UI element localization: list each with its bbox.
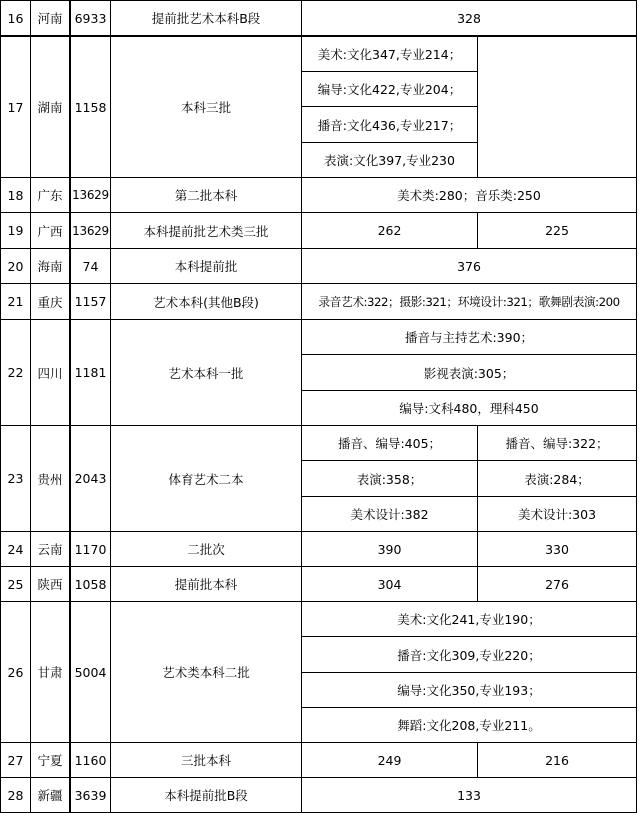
row-number: 17 (0, 36, 31, 178)
batch-cell: 本科提前批B段 (110, 777, 302, 813)
score-cell: 328 (301, 0, 637, 36)
count-cell: 6933 (70, 0, 111, 36)
batch-cell: 本科三批 (110, 36, 302, 178)
province-cell: 广东 (30, 177, 70, 213)
batch-cell: 三批本科 (110, 742, 302, 778)
score-b-cell: 276 (477, 566, 637, 602)
score-sub-cell: 编导:文化350,专业193； (301, 672, 637, 708)
province-cell: 云南 (30, 531, 70, 567)
score-sub-cell: 美术:文化347,专业214； (301, 36, 478, 72)
count-cell: 5004 (70, 601, 111, 743)
batch-cell: 艺术本科一批 (110, 319, 302, 426)
score-sub-cell: 编导:文科480，理科450 (301, 390, 637, 426)
score-sub-cell: 舞蹈:文化208,专业211。 (301, 707, 637, 743)
score-b-cell: 225 (477, 212, 637, 249)
batch-cell: 艺术本科(其他B段) (110, 283, 302, 320)
count-cell: 1181 (70, 319, 111, 426)
score-cell: 376 (301, 248, 637, 284)
province-cell: 河南 (30, 0, 70, 36)
score-b-cell: 330 (477, 531, 637, 567)
score-cell: 美术类:280；音乐类:250 (301, 177, 637, 213)
batch-cell: 本科提前批艺术类三批 (110, 212, 302, 249)
score-sub-cell: 播音:文化436,专业217； (301, 106, 478, 143)
province-cell: 重庆 (30, 283, 70, 320)
row-number: 18 (0, 177, 31, 213)
province-cell: 贵州 (30, 425, 70, 532)
count-cell: 1058 (70, 566, 111, 602)
count-cell: 13629 (70, 177, 111, 213)
score-a-cell: 390 (301, 531, 478, 567)
count-cell: 2043 (70, 425, 111, 532)
count-cell: 1170 (70, 531, 111, 567)
row-number: 24 (0, 531, 31, 567)
province-cell: 海南 (30, 248, 70, 284)
score-b-sub-cell: 美术设计:303 (477, 496, 637, 532)
batch-cell: 本科提前批 (110, 248, 302, 284)
row-number: 22 (0, 319, 31, 426)
score-a-sub-cell: 播音、编导:405； (301, 425, 478, 461)
score-cell: 133 (301, 777, 637, 813)
count-cell: 74 (70, 248, 111, 284)
row-number: 25 (0, 566, 31, 602)
province-cell: 甘肃 (30, 601, 70, 743)
score-sub-cell: 编导:文化422,专业204； (301, 71, 478, 107)
score-b-cell: 216 (477, 742, 637, 778)
score-a-sub-cell: 美术设计:382 (301, 496, 478, 532)
count-cell: 3639 (70, 777, 111, 813)
batch-cell: 二批次 (110, 531, 302, 567)
province-cell: 四川 (30, 319, 70, 426)
count-cell: 1158 (70, 36, 111, 178)
empty-cell (477, 36, 637, 178)
count-cell: 13629 (70, 212, 111, 249)
count-cell: 1160 (70, 742, 111, 778)
row-number: 20 (0, 248, 31, 284)
score-sub-cell: 表演:文化397,专业230 (301, 142, 478, 178)
province-cell: 湖南 (30, 36, 70, 178)
batch-cell: 提前批本科 (110, 566, 302, 602)
score-a-cell: 249 (301, 742, 478, 778)
score-b-sub-cell: 播音、编导:322； (477, 425, 637, 461)
score-sub-cell: 影视表演:305； (301, 354, 637, 391)
score-cell: 录音艺术:322；摄影:321；环境设计:321；歌舞剧表演:200 (301, 283, 637, 320)
count-cell: 1157 (70, 283, 111, 320)
score-a-cell: 262 (301, 212, 478, 249)
batch-cell: 提前批艺术本科B段 (110, 0, 302, 36)
row-number: 27 (0, 742, 31, 778)
score-sub-cell: 播音与主持艺术:390； (301, 319, 637, 355)
score-b-sub-cell: 表演:284； (477, 460, 637, 497)
score-sub-cell: 美术:文化241,专业190； (301, 601, 637, 637)
row-number: 23 (0, 425, 31, 532)
score-sub-cell: 播音:文化309,专业220； (301, 636, 637, 673)
province-cell: 宁夏 (30, 742, 70, 778)
batch-cell: 体育艺术二本 (110, 425, 302, 532)
score-a-cell: 304 (301, 566, 478, 602)
row-number: 16 (0, 0, 31, 36)
batch-cell: 艺术类本科二批 (110, 601, 302, 743)
province-cell: 陕西 (30, 566, 70, 602)
row-number: 26 (0, 601, 31, 743)
row-number: 28 (0, 777, 31, 813)
province-cell: 新疆 (30, 777, 70, 813)
row-number: 19 (0, 212, 31, 249)
province-cell: 广西 (30, 212, 70, 249)
batch-cell: 第二批本科 (110, 177, 302, 213)
row-number: 21 (0, 283, 31, 320)
score-a-sub-cell: 表演:358； (301, 460, 478, 497)
